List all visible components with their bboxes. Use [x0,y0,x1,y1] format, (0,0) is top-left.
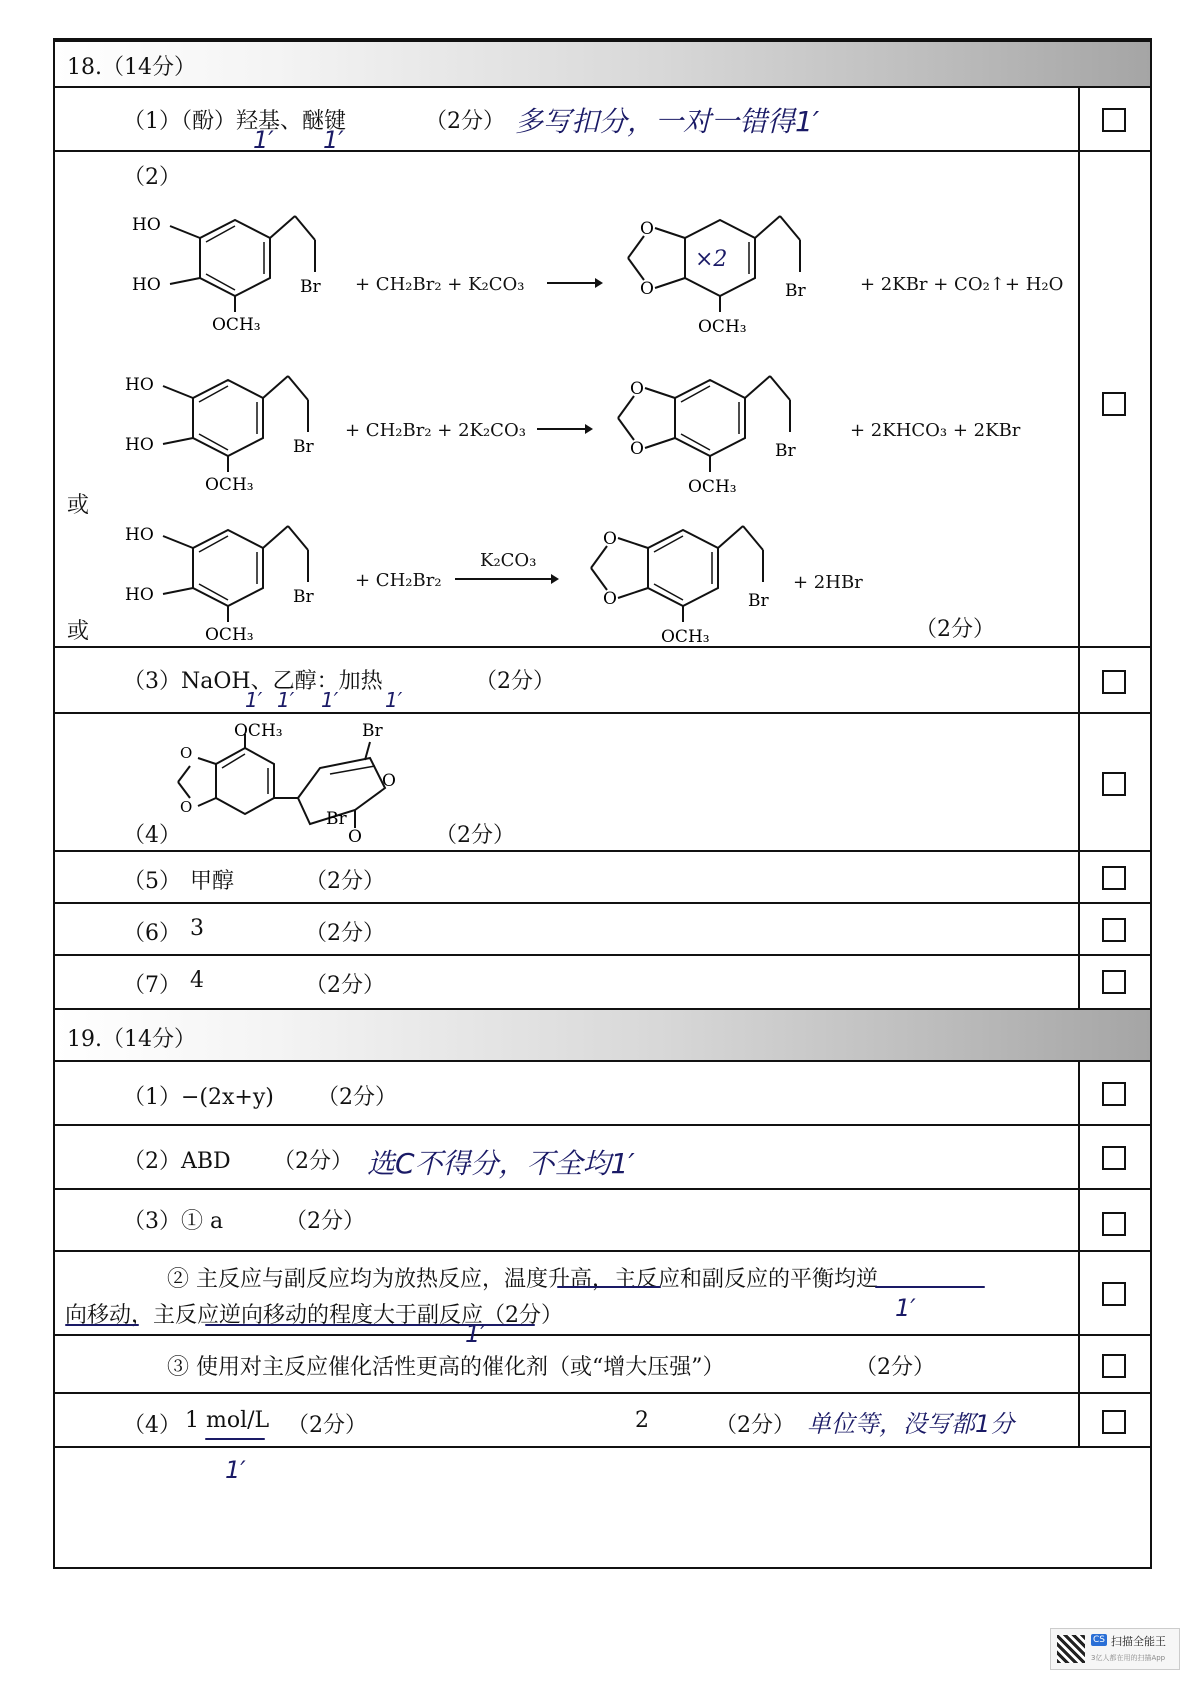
underline-unit [205,1438,265,1440]
q19-part4-checkbox[interactable] [1102,1410,1126,1434]
underline-reverse [65,1324,139,1326]
q19-part1-row [55,1060,1150,1124]
q18-part5-row [55,850,1150,902]
q19-part3-2-line2: 向移动，主反应逆向移动的程度大于副反应（2分） [65,1303,563,1328]
eq3-ho-2: HO [125,585,154,605]
eq2-och3: OCH₃ [205,475,254,492]
q19-part4-score2: （2分） [715,1413,795,1438]
eq1-o-2: O [640,279,654,299]
q18-part1-score: （2分） [425,109,505,134]
eq3-product-structure [573,502,803,642]
eq3-reactants: + CH₂Br₂ [355,570,442,591]
eq1-o-1: O [640,219,654,239]
q19-header [55,1008,1150,1060]
eq3-products: + 2HBr [793,572,863,593]
q18-part4-o-carbonyl: O [348,827,362,847]
q19-part2-grader-note: 选C不得分，不全均1′ [367,1147,635,1180]
q19-part4-score1: （2分） [287,1413,367,1438]
q18-part6-score: （2分） [305,921,385,946]
eq3-ho-1: HO [125,525,154,545]
q19-part4-mark: 1′ [225,1456,246,1484]
q19-part1-answer: （1）−(2x+y) [123,1085,274,1110]
q18-part1-row [55,86,1150,154]
underline-equilibrium [875,1286,985,1288]
eq3-reactant-structure [103,502,323,642]
q18-part3-score: （2分） [475,669,555,694]
q18-part4-o-dioxole-2: O [180,798,193,816]
q18-part7-answer: 4 [190,968,204,993]
q18-part3-checkbox[interactable] [1102,670,1126,694]
q19-part4-row [55,1392,1150,1484]
q18-part5-answer: 甲醇 [190,869,235,894]
q18-part1-checkbox[interactable] [1102,108,1126,132]
q19-part4-label: （4） [123,1413,181,1438]
q18-header [55,40,1150,86]
q18-part5-score: （2分） [305,869,385,894]
eq1-products: + 2KBr + CO₂↑+ H₂O [860,274,1064,295]
q19-part3-3-row [55,1320,1150,1392]
eq2-ho-2: HO [125,435,154,455]
q19-part1-score: （2分） [317,1085,397,1110]
q18-part4-label: （4） [123,823,181,848]
q18-part4-checkbox[interactable] [1102,772,1126,796]
q18-part3-mark-1: 1′ [245,688,263,712]
q19-part4-answer2: 2 [635,1408,649,1433]
q19-part3-3-answer: ③ 使用对主反应催化活性更高的催化剂（或“增大压强”） [167,1355,725,1380]
q19-part2-row [55,1124,1150,1188]
q18-part6-label: （6） [123,921,181,946]
eq2-o-2: O [630,439,644,459]
q18-part6-checkbox[interactable] [1102,918,1126,942]
q18-part4-o-ring: O [382,771,396,791]
q18-part7-row [55,954,1150,1008]
q18-part6-row [55,902,1150,954]
q18-part4-row [55,712,1150,850]
eq1-ho-2: HO [132,275,161,295]
eq3-product-br: Br [748,591,769,611]
eq1-product-structure [610,192,840,332]
scanner-badge: CS [1093,1635,1105,1645]
eq2-o-1: O [630,379,644,399]
eq1-reactants: + CH₂Br₂ + K₂CO₃ [355,274,525,295]
q18-part1-grader-note: 多写扣分，一对一错得1′ [515,105,820,138]
qr-code-icon [1057,1635,1085,1663]
eq1-handwritten-x2: ×2 [695,247,728,272]
eq2-arrow [535,422,595,436]
q18-part1-mark-2: 1′ [323,126,344,154]
q19-part3-1-row [55,1188,1150,1250]
q18-part7-score: （2分） [305,973,385,998]
q18-part5-label: （5） [123,869,181,894]
q18-part7-label: （7） [123,973,181,998]
q19-part3-3-checkbox[interactable] [1102,1354,1126,1378]
eq3-o-1: O [603,529,617,549]
eq2-ho-1: HO [125,375,154,395]
eq1-och3: OCH₃ [212,315,261,332]
q18-part3-row [55,646,1150,712]
q18-part5-checkbox[interactable] [1102,866,1126,890]
eq1-product-och3: OCH₃ [698,317,747,332]
eq1-br: Br [300,277,321,297]
or-label-2: 或 [67,619,90,644]
q19-part3-2-checkbox[interactable] [1102,1282,1126,1306]
q19-part3-3-score: （2分） [855,1355,935,1380]
q18-part4-o-dioxole-1: O [180,744,193,762]
q18-part6-answer: 3 [190,916,204,941]
q19-title: 19.（14分） [67,1027,196,1052]
q19-part3-2-row [55,1250,1150,1334]
q18-part2-checkbox[interactable] [1102,392,1126,416]
q18-part4-br-top: Br [362,721,383,741]
scanner-name: 扫描全能王 [1111,1635,1166,1648]
eq3-br: Br [293,587,314,607]
scanner-subtitle: 3亿人都在用的扫描App [1091,1654,1166,1662]
q18-part3-mark-4: 1′ [385,688,403,712]
q18-part1-mark-1: 1′ [253,126,274,154]
q18-part4-och3: OCH₃ [234,721,283,741]
eq3-o-2: O [603,589,617,609]
eq3-arrow [453,572,563,586]
eq1-product-br: Br [785,281,806,301]
q18-part7-checkbox[interactable] [1102,970,1126,994]
q18-part2-score: （2分） [915,617,995,642]
eq3-och3: OCH₃ [205,625,254,642]
eq2-product-och3: OCH₃ [688,477,737,492]
or-label-1: 或 [67,493,90,518]
q19-part3-2-mark: 1′ [895,1294,916,1322]
q18-part3-answer: （3）NaOH、乙醇：加热 [123,669,383,694]
q19-part2-score: （2分） [273,1149,353,1174]
eq2-product-structure [600,352,830,492]
q18-part3-mark-2: 1′ [277,688,295,712]
q19-part2-checkbox[interactable] [1102,1146,1126,1170]
eq1-ho-1: HO [132,215,161,235]
q18-part4-br-bottom: Br [326,809,347,829]
q19-part3-1-score: （2分） [285,1209,365,1234]
q19-part1-checkbox[interactable] [1102,1082,1126,1106]
q19-part3-1-checkbox[interactable] [1102,1212,1126,1236]
scanner-watermark [1050,1628,1180,1670]
q18-part4-score: （2分） [435,823,515,848]
eq3-product-och3: OCH₃ [661,627,710,642]
eq2-product-br: Br [775,441,796,461]
q19-part2-answer: （2）ABD [123,1149,231,1174]
q19-part4-answer1: 1 mol/L [185,1408,270,1433]
eq2-products: + 2KHCO₃ + 2KBr [850,420,1021,441]
eq1-reactant-structure [110,192,330,332]
eq1-arrow [545,276,605,290]
eq2-br: Br [293,437,314,457]
eq2-reactant-structure [103,352,323,492]
q18-part2-row [55,150,1150,646]
q18-part1-answer: （1）（酚）羟基、醚键 [123,109,346,134]
q19-part3-1-answer: （3）① a [123,1209,224,1234]
underline-temperature [557,1286,661,1288]
q19-part3-3-mark: 1′ [465,1320,486,1348]
eq2-reactants: + CH₂Br₂ + 2K₂CO₃ [345,420,526,441]
eq3-catalyst: K₂CO₃ [480,550,537,571]
q18-part3-mark-3: 1′ [321,688,339,712]
q18-title: 18.（14分） [67,55,196,80]
q18-part2-label: （2） [123,165,181,190]
q19-part3-2-line1: ② 主反应与副反应均为放热反应，温度升高，主反应和副反应的平衡均逆 [167,1267,878,1292]
q18-part4-structure [170,714,450,850]
q19-part4-grader-note: 单位等，没写都1分 [807,1410,1015,1438]
